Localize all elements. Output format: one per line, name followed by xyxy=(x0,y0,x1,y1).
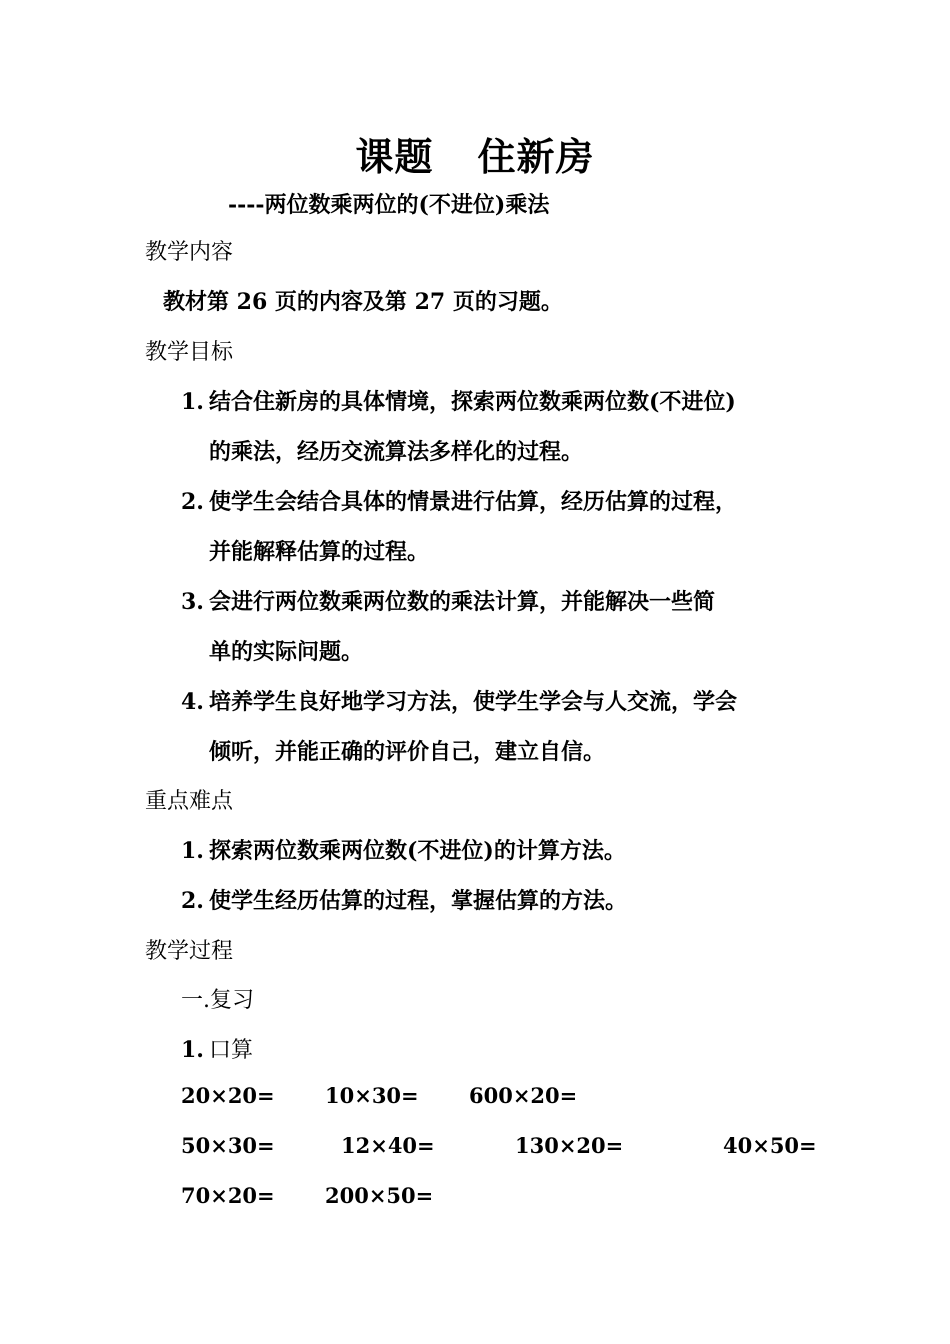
title-label: 课题 xyxy=(355,134,434,179)
list-number: 2. xyxy=(181,888,204,914)
content-text: 教材第 26 页的内容及第 27 页的习题。 xyxy=(163,289,563,315)
section-heading-goals: 教学目标 xyxy=(145,340,234,365)
goal-text-line: 使学生会结合具体的情景进行估算，经历估算的过程， xyxy=(209,489,738,515)
oral-calc-item: 20×20= xyxy=(181,1083,275,1108)
goal-item-2-continued: 并能解释估算的过程。 xyxy=(209,539,430,565)
section-heading-content: 教学内容 xyxy=(145,240,234,265)
goal-item-1-continued: 的乘法，经历交流算法多样化的过程。 xyxy=(209,439,584,465)
goal-item-1 xyxy=(181,385,736,416)
keypoint-item-2 xyxy=(181,884,627,915)
list-number: 4. xyxy=(181,689,204,715)
goal-item-4 xyxy=(181,685,737,716)
oral-calc-item: 12×40= xyxy=(341,1133,435,1158)
page-subtitle: ----两位数乘两位的(不进位)乘法 xyxy=(228,192,550,218)
keypoint-item-1 xyxy=(181,834,626,865)
keypoint-text: 使学生经历估算的过程，掌握估算的方法。 xyxy=(209,888,628,914)
goal-item-4-continued: 倾听，并能正确的评价自己，建立自信。 xyxy=(209,739,606,765)
oral-calc-item: 200×50= xyxy=(325,1183,434,1208)
list-number: 2. xyxy=(181,489,204,515)
page-title xyxy=(0,126,950,181)
oral-calc-item: 70×20= xyxy=(181,1183,275,1208)
section-heading-keypoints: 重点难点 xyxy=(145,789,234,814)
keypoint-text: 探索两位数乘两位数(不进位)的计算方法。 xyxy=(209,838,626,864)
title-topic: 住新房 xyxy=(477,134,595,179)
oral-calc-item: 50×30= xyxy=(181,1133,275,1158)
list-number: 1. xyxy=(181,838,204,864)
oral-calc-item: 130×20= xyxy=(515,1133,624,1158)
list-number: 1. xyxy=(181,1037,204,1063)
goal-text-line: 结合住新房的具体情境，探索两位数乘两位数(不进位) xyxy=(209,389,736,415)
goal-item-3-continued: 单的实际问题。 xyxy=(209,639,364,665)
process-part-title: 一.复习 xyxy=(181,988,254,1013)
process-subsection xyxy=(181,1033,253,1064)
goal-item-2 xyxy=(181,485,737,516)
oral-calc-item: 40×50= xyxy=(723,1133,817,1158)
subsection-title: 口算 xyxy=(209,1038,254,1063)
oral-calc-item: 10×30= xyxy=(325,1083,419,1108)
goal-text-line: 会进行两位数乘两位数的乘法计算，并能解决一些简 xyxy=(209,589,716,615)
goal-item-3 xyxy=(181,585,715,616)
goal-text-line: 培养学生良好地学习方法，使学生学会与人交流，学会 xyxy=(209,689,738,715)
section-heading-process: 教学过程 xyxy=(145,939,234,964)
oral-calc-item: 600×20= xyxy=(469,1083,578,1108)
list-number: 1. xyxy=(181,389,204,415)
list-number: 3. xyxy=(181,589,204,615)
